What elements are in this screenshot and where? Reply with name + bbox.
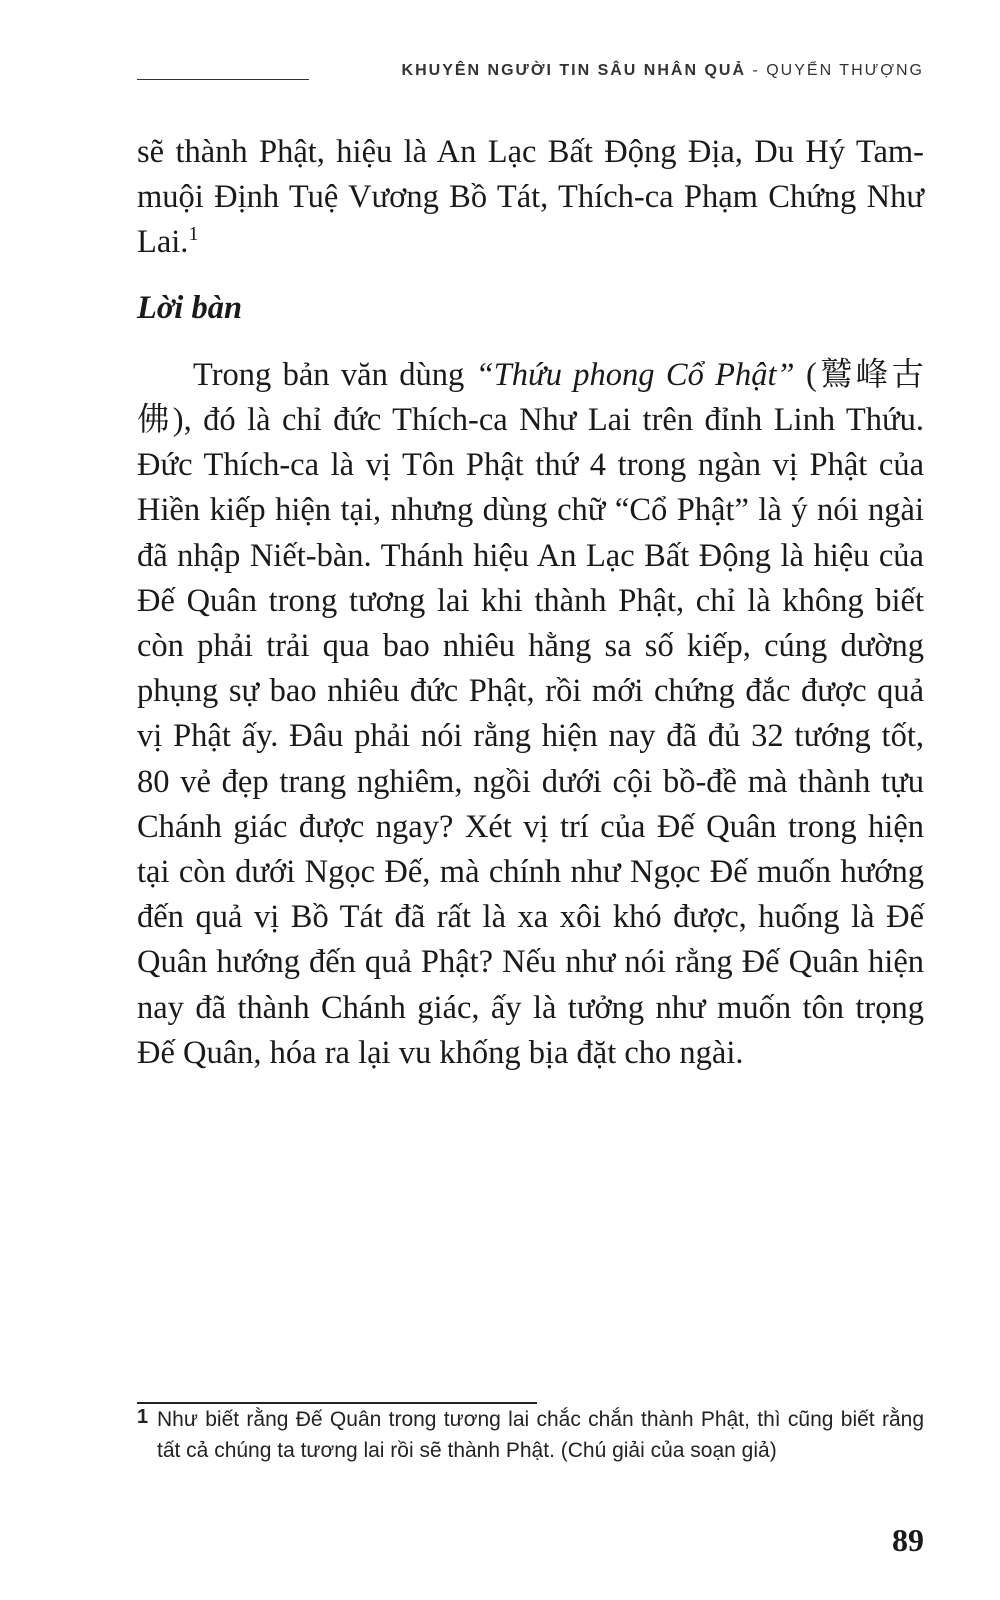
header-volume: QUYỂN THƯỢNG (766, 62, 924, 79)
footnote (137, 1404, 924, 1466)
paragraph-2 (137, 353, 924, 1076)
header-separator: - (746, 62, 767, 79)
header-rule (137, 79, 309, 80)
footnote-number: 1 (137, 1406, 149, 1428)
footnote-text: Như biết rằng Đế Quân trong tương lai chắc chắn thành Phật, thì cũng biết rằng tất cả chúng ta tương lai rồi sẽ thành Phật. (Chú giải của soạn giả) (157, 1408, 924, 1462)
paragraph-1-text: sẽ thành Phật, hiệu là An Lạc Bất Động Địa, Du Hý Tam-muội Định Tuệ Vương Bồ Tát, Thích-ca Phạm Chứng Như Lai. (137, 134, 924, 261)
page-number: 89 (892, 1522, 924, 1558)
paragraph-1 (137, 130, 924, 266)
section-title: Lời bàn (137, 289, 243, 326)
quoted-term: “Thứu phong Cổ Phật” (475, 356, 795, 393)
body-text (137, 130, 924, 1076)
footnote-reference: 1 (188, 223, 199, 246)
paragraph-2-lead: Trong bản văn dùng (193, 356, 476, 393)
paragraph-2-rest: (鷲峰古佛), đó là chỉ đức Thích-ca Như Lai trên đỉnh Linh Thứu. Đức Thích-ca là vị Tôn Phật thứ 4 trong ngàn vị Phật của Hiền kiếp hiện tại, nhưng dùng chữ “Cổ Phật” là ý nói ngài đã nhập Niết-bàn. Thánh hiệu An Lạc Bất Động là hiệu của Đế Quân trong tương lai khi thành Phật, chỉ là không biết còn phải trải qua bao nhiêu hằng sa số kiếp, cúng dường phụng sự bao nhiêu đức Phật, rồi mới chứng đắc được quả vị Phật ấy. Đâu phải nói rằng hiện nay đã đủ 32 tướng tốt, 80 vẻ đẹp trang nghiêm, ngồi dưới cội bồ-đề mà thành tựu Chánh giác được ngay? Xét vị trí của Đế Quân trong hiện tại còn dưới Ngọc Đế, mà chính như Ngọc Đế muốn hướng đến quả vị Bồ Tát đã rất là xa xôi khó được, huống là Đế Quân hướng đến quả Phật? Nếu như nói rằng Đế Quân hiện nay đã thành Chánh giác, ấy là tưởng như muốn tôn trọng Đế Quân, hóa ra lại vu khống bịa đặt cho ngài. (137, 356, 925, 1071)
running-header (137, 62, 924, 82)
header-book-title: KHUYÊN NGƯỜI TIN SÂU NHÂN QUẢ (401, 62, 747, 79)
header-text (402, 62, 924, 80)
